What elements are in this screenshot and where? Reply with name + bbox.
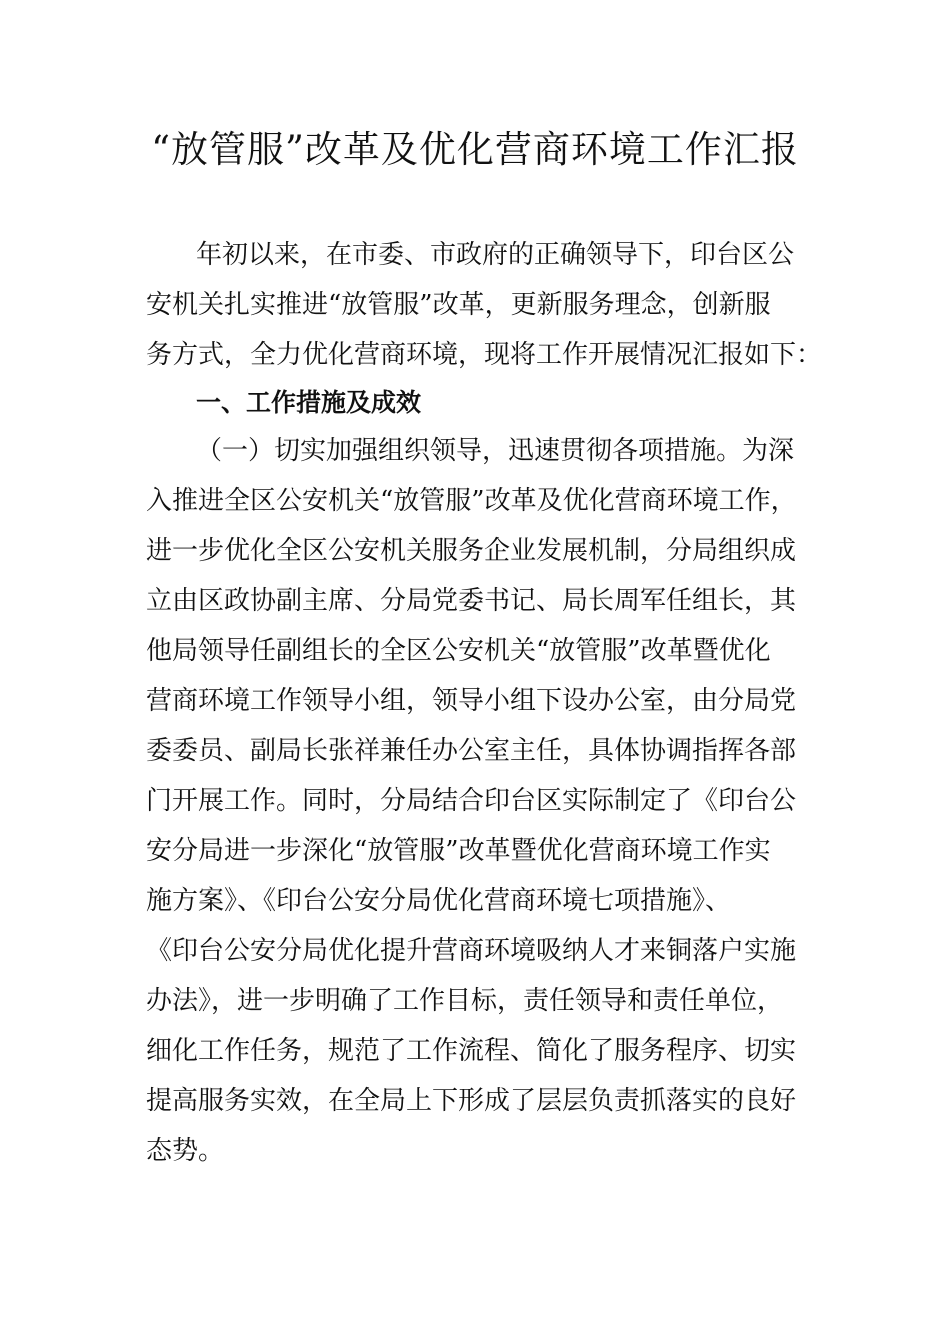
body-line: 营商环境工作领导小组，领导小组下设办公室，由分局党	[146, 686, 797, 716]
body-line: 门开展工作。同时，分局结合印台区实际制定了《印台公	[146, 786, 797, 816]
body-line: 《印台公安分局优化提升营商环境吸纳人才来铜落户实施	[146, 936, 797, 966]
body-line: （一）切实加强组织领导，迅速贯彻各项措施。为深	[196, 436, 795, 466]
body-line: 进一步优化全区公安机关服务企业发展机制，分局组织成	[146, 536, 797, 566]
body-line: 提高服务实效，在全局上下形成了层层负责抓落实的良好	[146, 1086, 797, 1116]
body-line: 细化工作任务，规范了工作流程、简化了服务程序、切实	[146, 1036, 797, 1066]
body-line: 安分局进一步深化“放管服”改革暨优化营商环境工作实	[146, 836, 771, 866]
body-line: 施方案》、《印台公安分局优化营商环境七项措施》、	[146, 886, 732, 916]
body-line: 办法》，进一步明确了工作目标，责任领导和责任单位，	[146, 986, 784, 1016]
body-line: 务方式，全力优化营商环境，现将工作开展情况汇报如下：	[146, 340, 823, 370]
section-heading: 一、工作措施及成效	[196, 388, 422, 417]
body-line: 委委员、副局长张祥兼任办公室主任，具体协调指挥各部	[146, 736, 797, 766]
body-line: 立由区政协副主席、分局党委书记、局长周军任组长，其	[146, 586, 797, 616]
body-line: 安机关扎实推进“放管服”改革，更新服务理念，创新服	[146, 290, 771, 320]
body-line: 态势。	[146, 1136, 225, 1166]
body-line: 年初以来，在市委、市政府的正确领导下，印台区公	[196, 240, 795, 270]
body-line: 入推进全区公安机关“放管服”改革及优化营商环境工作，	[146, 486, 797, 516]
body-line: 他局领导任副组长的全区公安机关“放管服”改革暨优化	[146, 636, 771, 666]
document-title: “放管服”改革及优化营商环境工作汇报	[151, 128, 799, 171]
